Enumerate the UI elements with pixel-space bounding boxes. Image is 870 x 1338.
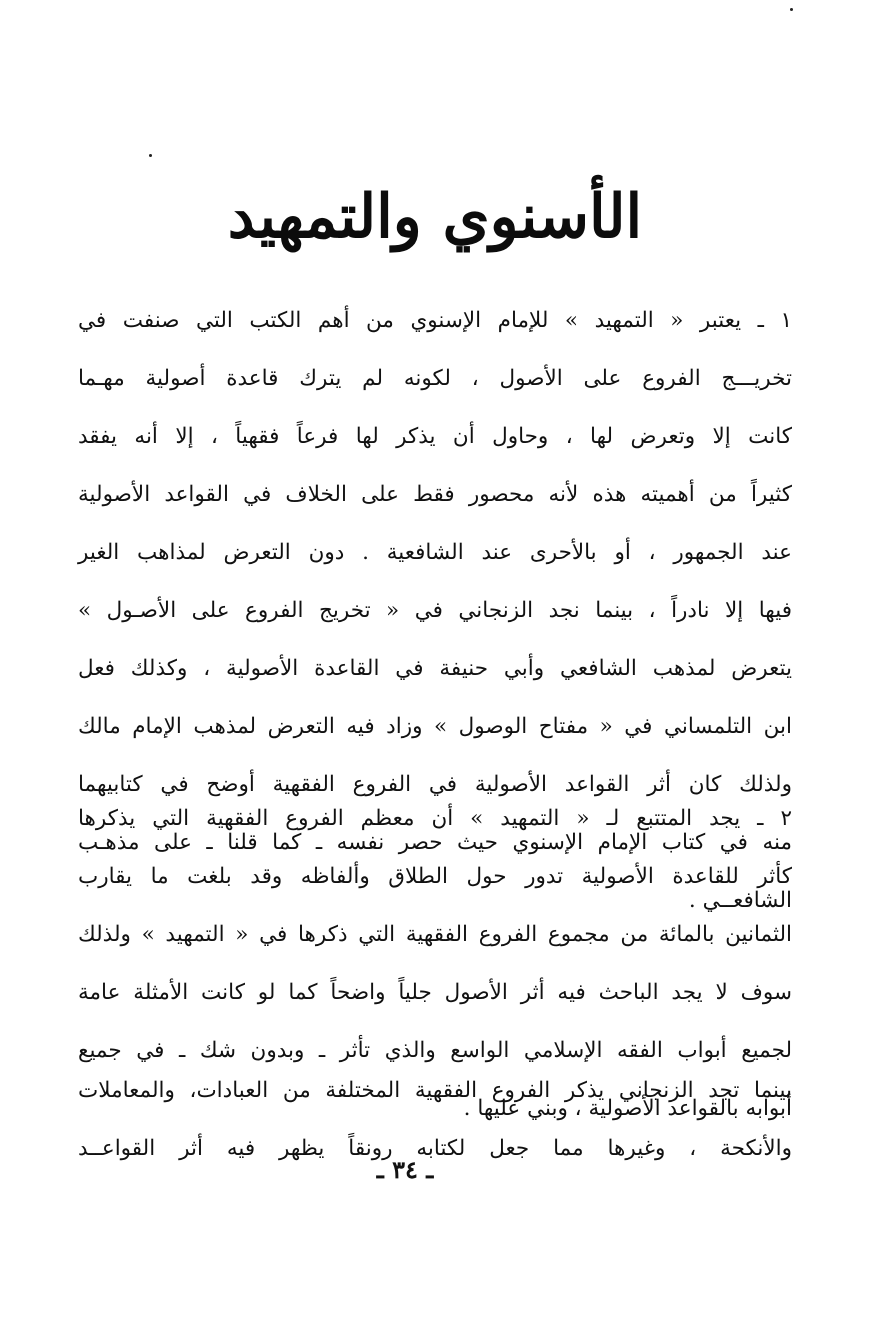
text-line: ٢ ـ يجد المتتبع لـ « التمهيد » أن معظم الفروع الفقهية التي يذكرها — [78, 806, 792, 831]
scan-speck — [790, 8, 793, 11]
text-line: أبوابه بالقواعد الأصولية ، وبني عليها . — [463, 1096, 792, 1121]
page-number: ـ ٣٤ ـ — [376, 1155, 434, 1184]
text-line: ولذلك كان أثر القواعد الأصولية في الفروع الفقهية أوضح في كتابيهما — [78, 772, 792, 797]
text-line: كثيراً من أهميته هذه لأنه محصور فقط على الخلاف في القواعد الأصولية — [78, 482, 792, 507]
scan-speck — [149, 154, 152, 157]
text-line: كأثر للقاعدة الأصولية تدور حول الطلاق وألفاظه وقد بلغت ما يقارب — [78, 864, 792, 889]
text-line: سوف لا يجد الباحث فيه أثر الأصول جلياً واضحاً كما لو كانت الأمثلة عامة — [78, 980, 792, 1005]
text-line: والأنكحة ، وغيرها مما جعل لكتابه رونقاً يظهر فيه أثر القواعــد — [78, 1136, 792, 1161]
text-line: الثمانين بالمائة من مجموع الفروع الفقهية التي ذكرها في « التمهيد » ولذلك — [78, 922, 792, 947]
text-line: فيها إلا نادراً ، بينما نجد الزنجاني في « تخريج الفروع على الأصـول » — [78, 598, 792, 623]
text-line: ابن التلمساني في « مفتاح الوصول » وزاد فيه التعرض لمذهب الإمام مالك — [78, 714, 792, 739]
text-line: بينما تجد الزنجاني يذكر الفروع الفقهية المختلفة من العبادات، والمعاملات — [78, 1078, 792, 1103]
page-title: الأسنوي والتمهيد — [227, 182, 643, 252]
text-line: تخريـــج الفروع على الأصول ، لكونه لم يترك قاعدة أصولية مهـما — [78, 366, 792, 391]
text-line: منه في كتاب الإمام الإسنوي حيث حصر نفسه ـ كما قلنا ـ على مذهـب — [78, 830, 792, 855]
text-line: الشافعــي . — [688, 888, 792, 913]
text-line: يتعرض لمذهب الشافعي وأبي حنيفة في القاعدة الأصولية ، وكذلك فعل — [78, 656, 792, 681]
text-line: لجميع أبواب الفقه الإسلامي الواسع والذي تأثر ـ وبدون شك ـ في جميع — [78, 1038, 792, 1063]
text-line: عند الجمهور ، أو بالأحرى عند الشافعية . دون التعرض لمذاهب الغير — [78, 540, 792, 565]
text-line: كانت إلا وتعرض لها ، وحاول أن يذكر لها فرعاً فقهياً ، إلا أنه يفقد — [78, 424, 792, 449]
text-line: ١ ـ يعتبر « التمهيد » للإمام الإسنوي من أهم الكتب التي صنفت في — [78, 308, 792, 333]
